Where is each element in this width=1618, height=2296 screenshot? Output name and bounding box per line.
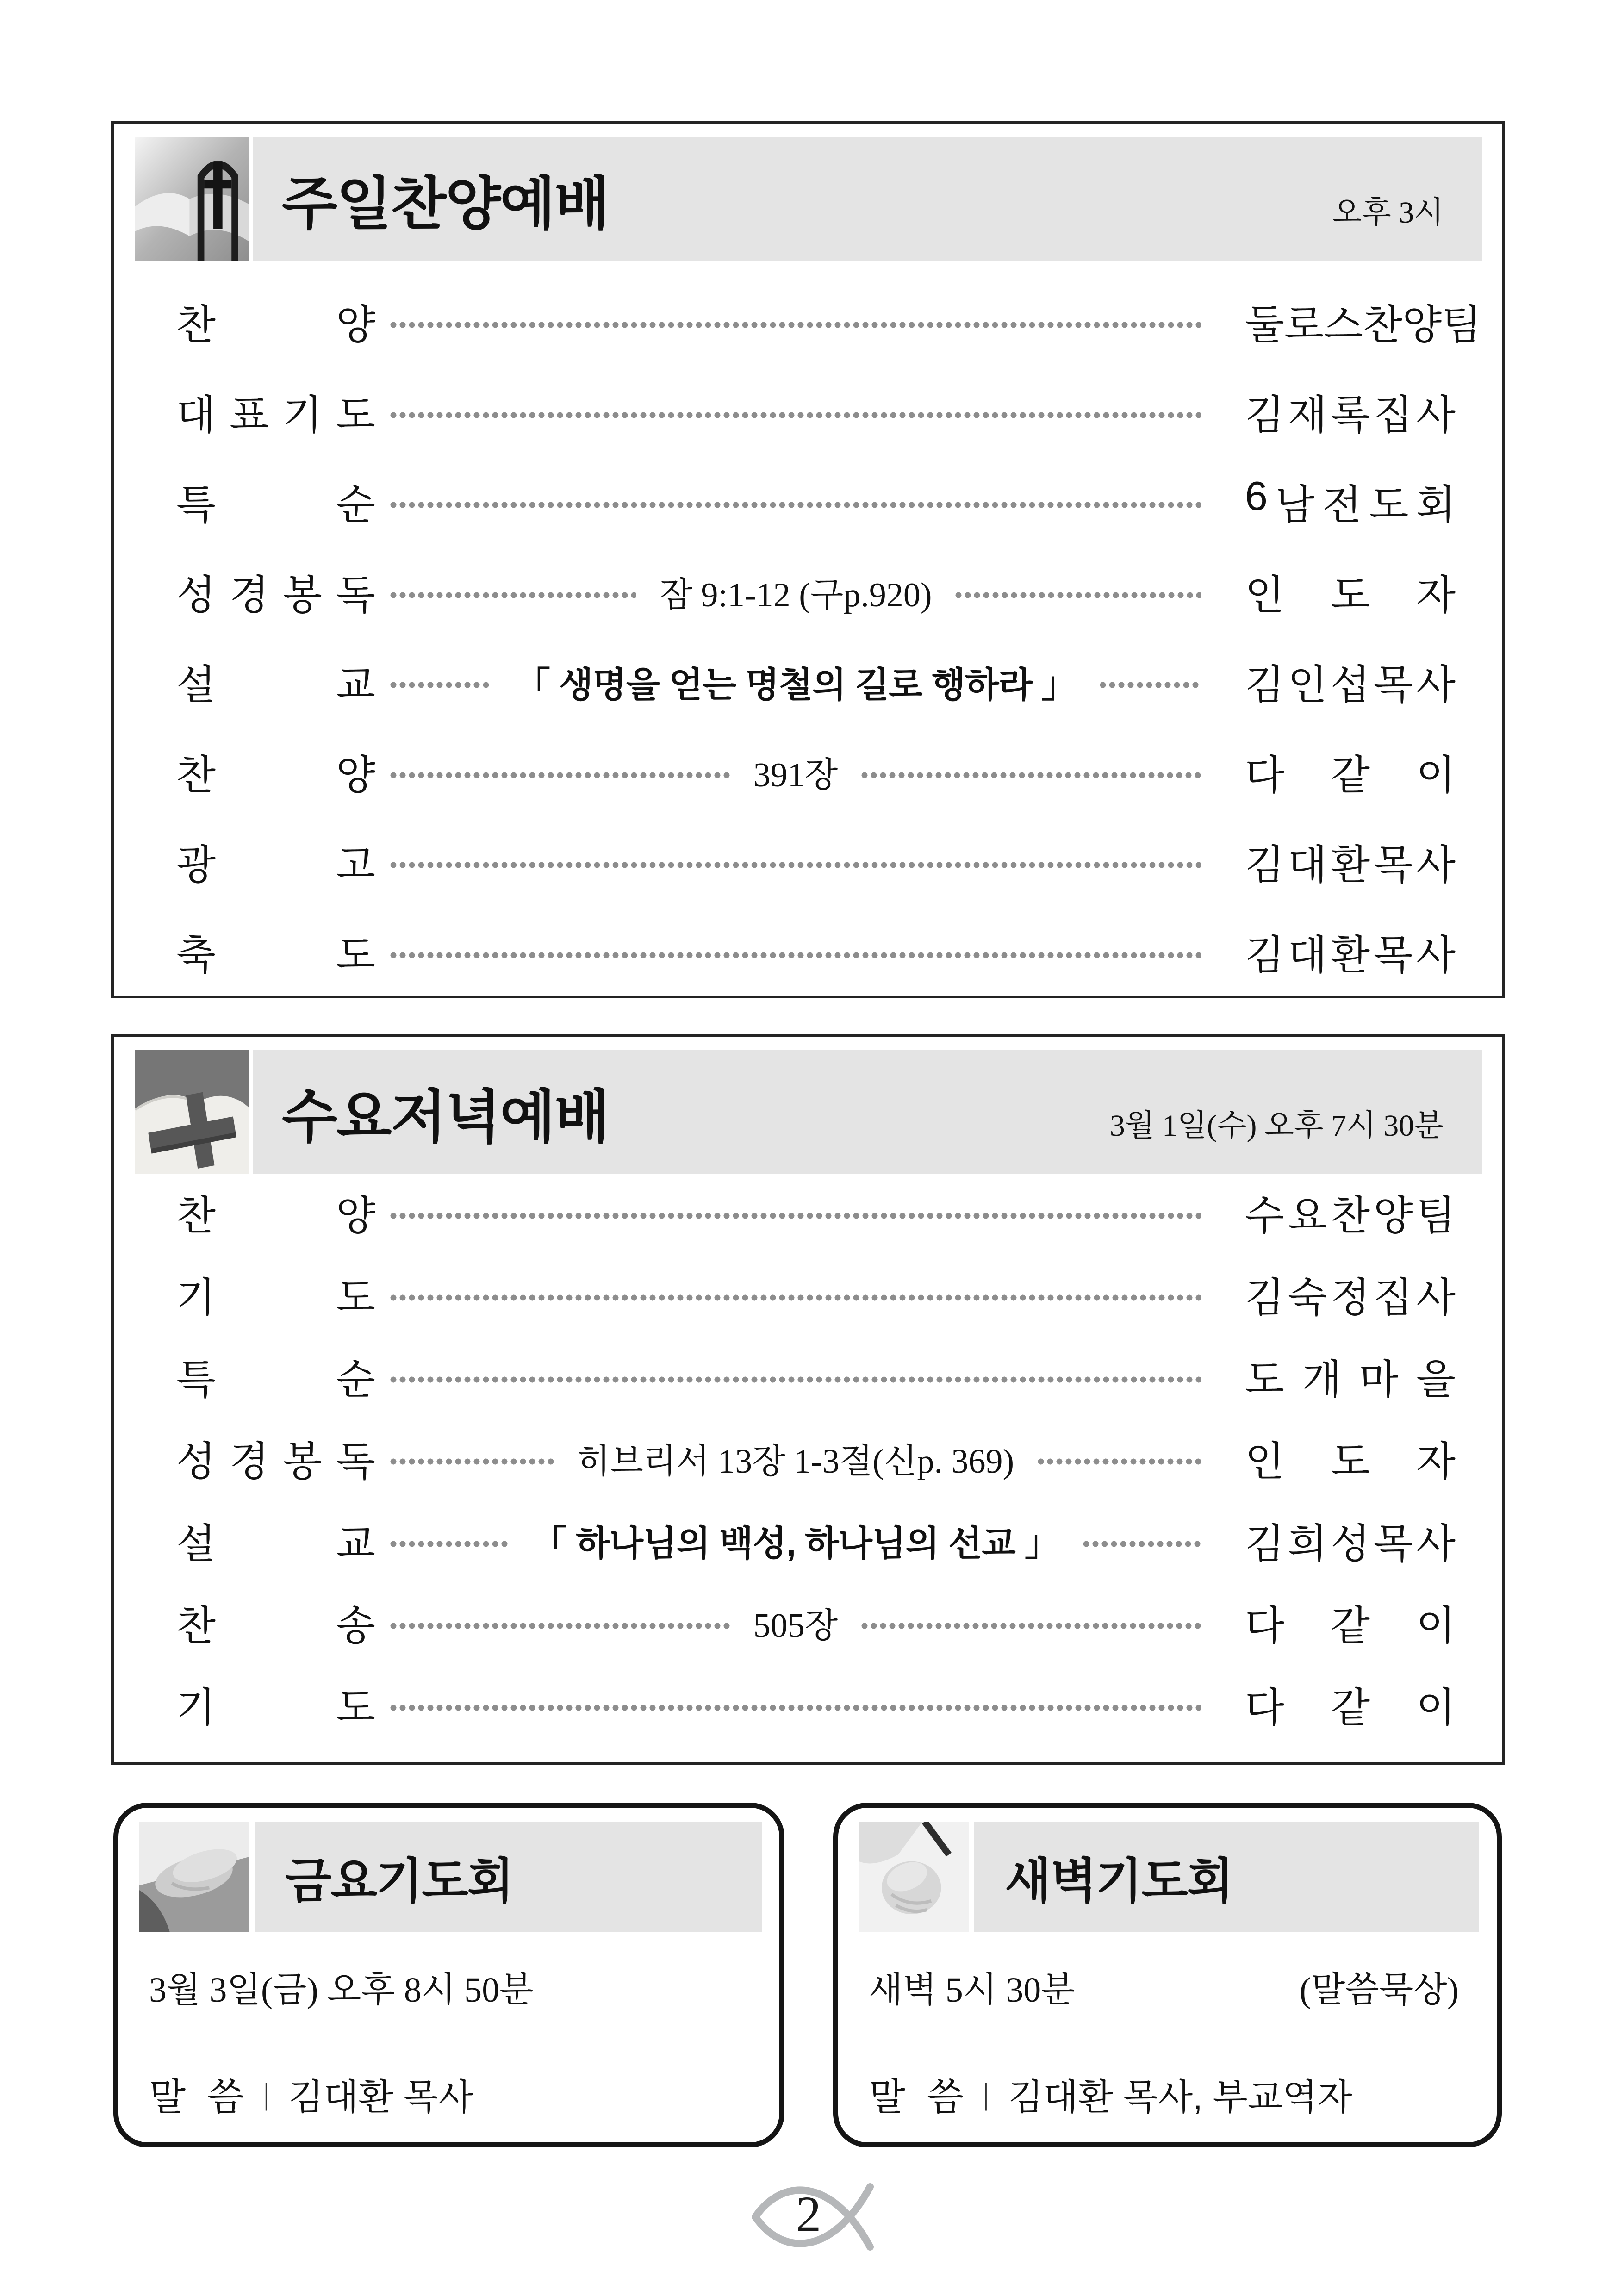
dotted-leader — [390, 1376, 1201, 1383]
order-row — [176, 1513, 1456, 1568]
section-header-bar — [253, 137, 1482, 261]
section-title: 주일찬양예배 — [282, 172, 609, 236]
dotted-leader — [390, 1294, 1201, 1301]
open-bible-cross-photo — [135, 137, 249, 261]
order-item-person: 둘 로 스 찬 양 팀 — [1245, 302, 1481, 348]
section-header-bar — [253, 1050, 1482, 1174]
order-item-label: 설 교 — [176, 662, 375, 708]
order-item-label: 대 표 기 도 — [176, 392, 375, 438]
order-row — [176, 384, 1456, 440]
dotted-leader — [390, 1213, 1201, 1219]
dotted-leader — [390, 322, 1201, 328]
order-item-label: 성 경 봉 독 — [176, 1438, 375, 1485]
order-item-label: 찬 양 — [176, 1193, 375, 1238]
section-title: 금요기도회 — [285, 1854, 513, 1908]
order-row — [176, 924, 1456, 980]
cross-on-book-illustration — [135, 1050, 249, 1174]
dotted-leader — [1100, 682, 1201, 688]
hands-on-bible-illustration — [139, 1822, 249, 1932]
order-item-detail: 「 생명을 얻는 명철의 길로 행하라 」 — [515, 665, 1077, 705]
order-item-label: 광 고 — [176, 842, 375, 888]
order-item-label: 특 순 — [176, 482, 375, 528]
order-item-person: 김 대 환 목 사 — [1245, 842, 1456, 888]
section-title: 새벽기도회 — [1005, 1854, 1233, 1908]
order-row — [176, 564, 1456, 620]
section-header — [139, 1822, 762, 1932]
dotted-leader — [955, 592, 1201, 598]
meeting-datetime: 3월 3일(금) 오후 8시 50분 — [149, 1971, 534, 2010]
order-row — [176, 744, 1456, 800]
dotted-leader — [390, 1705, 1201, 1711]
order-item-person: 김 희 성 목 사 — [1245, 1520, 1456, 1567]
dotted-leader — [390, 592, 636, 598]
meeting-schedule — [149, 1961, 741, 2012]
order-item-label: 설 교 — [176, 1520, 375, 1567]
order-item-detail: 391장 — [753, 756, 838, 794]
section-title: 수요저녁예배 — [282, 1085, 609, 1149]
wednesday-evening-service-section — [111, 1034, 1505, 1765]
order-row — [176, 654, 1456, 709]
order-item-label: 성 경 봉 독 — [176, 572, 375, 618]
open-bible-cross-illustration — [135, 137, 249, 261]
order-row — [176, 294, 1481, 349]
praying-hands-illustration — [859, 1822, 969, 1932]
dotted-leader — [390, 952, 1201, 958]
dotted-leader — [861, 772, 1201, 778]
order-item-person: 다 같 이 — [1245, 1602, 1456, 1649]
order-of-worship — [176, 1185, 1456, 1732]
order-item-label: 찬 양 — [176, 752, 375, 798]
separator-bar: | — [983, 2077, 989, 2111]
order-row — [176, 474, 1456, 529]
section-header-bar — [974, 1822, 1479, 1932]
order-item-person: 김 인 섭 목 사 — [1245, 662, 1456, 708]
order-row — [176, 1267, 1456, 1322]
order-item-detail: 잠 9:1-12 (구p.920) — [659, 576, 932, 614]
order-item-label: 찬 양 — [176, 302, 375, 348]
section-header — [135, 1050, 1482, 1174]
dotted-leader — [390, 412, 1201, 418]
order-item-person: 김 대 환 목 사 — [1245, 932, 1456, 978]
friday-prayer-meeting-section — [113, 1803, 784, 2147]
order-item-label: 찬 송 — [176, 1602, 375, 1649]
order-item-person: 인 도 자 — [1245, 1438, 1456, 1485]
meeting-note: (말씀묵상) — [1299, 1971, 1459, 2010]
speaker-label: 말 씀 — [869, 2076, 964, 2118]
dotted-leader — [390, 682, 492, 688]
order-item-person: 도 개 마 을 — [1245, 1356, 1456, 1403]
speaker-name: 김대환 목사, 부교역자 — [1008, 2076, 1352, 2117]
order-row — [176, 1595, 1456, 1650]
dotted-leader — [390, 862, 1201, 868]
speaker-label: 말 씀 — [149, 2076, 244, 2118]
dotted-leader — [390, 1541, 508, 1547]
dotted-leader — [390, 1458, 554, 1465]
dotted-leader — [390, 772, 730, 778]
order-row — [176, 1677, 1456, 1732]
section-header — [135, 137, 1482, 261]
section-header — [859, 1822, 1479, 1932]
dotted-leader — [1038, 1458, 1201, 1465]
meeting-time: 새벽 5시 30분 — [869, 1971, 1075, 2010]
order-item-person: 수 요 찬 양 팀 — [1245, 1193, 1456, 1238]
order-item-label: 특 순 — [176, 1356, 375, 1403]
section-time: 오후 3시 — [1332, 195, 1444, 230]
section-header-bar — [255, 1822, 762, 1932]
order-item-detail: 히브리서 13장 1-3절(신p. 369) — [577, 1443, 1014, 1481]
order-row — [176, 1185, 1456, 1240]
order-item-person: 인 도 자 — [1245, 572, 1456, 618]
order-item-person: 김 재 록 집 사 — [1245, 392, 1456, 438]
page-number: 2 — [796, 2186, 821, 2242]
separator-bar: | — [264, 2077, 269, 2111]
praying-hands-photo — [859, 1822, 969, 1932]
order-item-person: 다 같 이 — [1245, 752, 1456, 798]
dotted-leader — [390, 502, 1201, 508]
order-item-detail: 505장 — [753, 1606, 838, 1645]
section-time: 3월 1일(수) 오후 7시 30분 — [1109, 1108, 1444, 1143]
order-row — [176, 1349, 1456, 1404]
hands-on-bible-photo — [139, 1822, 249, 1932]
order-item-label: 기 도 — [176, 1275, 375, 1321]
page-footer-fish-logo — [751, 2173, 876, 2261]
meeting-schedule — [869, 1961, 1459, 2012]
dotted-leader — [861, 1623, 1201, 1629]
order-item-person: 6 남 전 도 회 — [1245, 473, 1456, 528]
dotted-leader — [390, 1623, 730, 1629]
order-row — [176, 1431, 1456, 1486]
order-item-label: 기 도 — [176, 1684, 375, 1730]
order-of-worship — [176, 294, 1481, 980]
dawn-prayer-meeting-section — [833, 1803, 1502, 2147]
order-row — [176, 834, 1456, 890]
speaker-line — [869, 2067, 1469, 2121]
speaker-line — [149, 2067, 752, 2121]
sunday-praise-service-section — [111, 121, 1505, 998]
speaker-name: 김대환 목사 — [288, 2076, 473, 2117]
order-item-person: 김 숙 정 집 사 — [1245, 1275, 1456, 1321]
dotted-leader — [1083, 1541, 1201, 1547]
order-item-label: 축 도 — [176, 932, 375, 978]
order-item-detail: 「 하나님의 백성, 하나님의 선교 」 — [532, 1524, 1059, 1564]
order-item-person: 다 같 이 — [1245, 1684, 1456, 1730]
cross-on-book-photo — [135, 1050, 249, 1174]
